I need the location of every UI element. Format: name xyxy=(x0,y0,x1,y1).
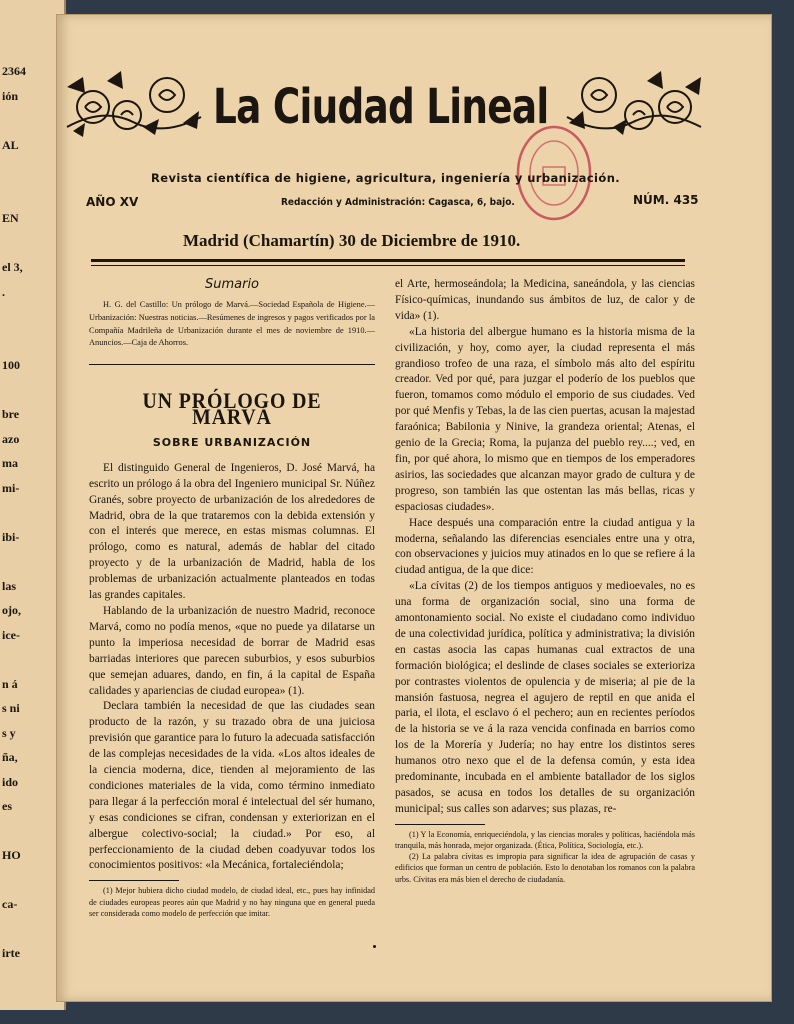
paragraph: Declara también la necesidad de que las ciudades sean producto de la razón, y su trazado obra de una juiciosa previsión que garantice para lo futuro la adecuada satisfacción de las complejas necesidades de la vida. «Los altos ideales de la ciencia moderna, dice, tienden al mejoramiento de las condiciones materiales de la vida, como término inmediato para llegar á la perfección moral é intelectual del sér humano, y esas condiciones se cifran, condensan y exteriorizan en el albergue colectivo-social; la ciudad.» Por eso, al perfeccionamiento de la ciudad deben coadyuvar todos los conocimientos positivos: «la Mecánica, fortaleciéndola; xyxy=(89,700,375,872)
prev-page-fragment: irte xyxy=(2,946,20,960)
prev-page-fragment: ión xyxy=(2,88,19,103)
sumario-heading: Sumario xyxy=(204,277,260,292)
prev-page-fragment: s ni xyxy=(2,701,20,715)
footnote: (2) La palabra cívitas es impropia para significar la idea de agrupación de casas y edificios que forman un centro de población. Esto lo denotaban los romanos con la palabra urbs. Cívitas era más bien el derecho de ciudadanía. xyxy=(395,852,695,884)
prev-page-fragment: ca- xyxy=(2,897,18,911)
prev-page-fragment: ma xyxy=(2,456,18,470)
prev-page-fragment: s y xyxy=(2,725,16,740)
prev-page-fragment: es xyxy=(2,799,12,813)
footnote: (1) Mejor hubiera dicho ciudad modelo, de ciudad ideal, etc., pues hay infinidad de ciudades europeas peores aún que Madrid y no hay ninguna que en general pueda ser considerada como modelo de perfección que imitar. xyxy=(89,886,375,918)
issue-number: NÚM. 435 xyxy=(633,193,699,207)
issue-date: Madrid (Chamartín) 30 de Diciembre de 1910. xyxy=(183,231,521,250)
sumario-divider xyxy=(89,364,375,365)
prev-page-fragment: bre xyxy=(2,407,20,421)
newspaper-page xyxy=(56,14,772,1002)
footnote: (1) Y la Economía, enriqueciéndola, y las ciencias morales y políticas, haciéndola más tranquila, más honrada, mejor organizada. (Ética, Política, Sociología, etc.). xyxy=(395,829,695,851)
prev-page-fragment: mi- xyxy=(2,480,20,495)
prev-page-fragment: azo xyxy=(2,431,20,446)
prev-page-fragment: n á xyxy=(2,676,18,691)
prev-page-fragment: ojo, xyxy=(2,603,21,617)
prev-page-fragment: HO xyxy=(2,848,21,862)
article-title: UN PRÓLOGO DE MARVÁ xyxy=(142,388,322,429)
prev-page-fragment: EN xyxy=(2,211,19,225)
prev-page-fragment: las xyxy=(2,578,17,593)
page-mark xyxy=(373,945,376,948)
paragraph: el Arte, hermoseándola; la Medicina, saneándola, y las ciencias Físico-químicas, inundando sus ámbitos de luz, de calor y de vida» (1). xyxy=(395,278,695,322)
paragraph: «La historia del albergue humano es la historia misma de la civilización, y hoy, como ayer, la ciudad representa el más grandioso trofeo de una raza, el símbolo más alto del espíritu creador. Ved por qué, para juzgar el poderío de los pueblos que fueron, tomamos como módulo el emporio de sus ciudades. Ved por qué Menfis y Tebas, la de las cien puertas, acusan la majestad faraónica; Babilonia y Ninive, la grandeza oriental; Atenas, el genio de la Grecia; Roma, la pujanza del pueblo rey....; ved, en fin, por qué ahora, lo mismo que en tiempos de los emperadores asirios, las sociedades que alcanzan mayor grado de cultura y de progreso, son también las que ostentan las más bellas, ricas y espaciosas ciudades». xyxy=(395,325,695,513)
prev-page-fragment: ña, xyxy=(2,750,18,764)
prev-page-fragment: AL xyxy=(2,137,19,152)
prev-page-fragment: 2364 xyxy=(2,64,26,78)
footnote-divider xyxy=(395,824,485,825)
prev-page-fragment: ibi- xyxy=(2,529,20,544)
column-right xyxy=(395,277,695,885)
rose-ornament-left-icon xyxy=(63,67,205,139)
prev-page-fragment: el 3, xyxy=(2,260,23,274)
prev-page-fragment: ido xyxy=(2,774,19,789)
prev-page-fragment: . xyxy=(2,284,5,299)
newspaper-title: La Ciudad Lineal xyxy=(213,79,549,135)
article-subtitle: SOBRE URBANIZACIÓN xyxy=(152,435,312,449)
prev-page-fragment: 100 xyxy=(2,358,20,372)
footnote-divider xyxy=(89,880,179,881)
header-rule xyxy=(91,259,685,262)
editorial-address: Redacción y Administración: Cagasca, 6, bajo. xyxy=(281,197,515,208)
prev-page-fragment: ice- xyxy=(2,627,20,642)
paragraph: Hablando de la urbanización de nuestro Madrid, reconoce Marvá, como no podía menos, «que no puede ya dilatarse un punto la imperiosa necesidad de borrar de Madrid esas barriadas interiores que parecen suburbios, y esos suburbios que semejan aduares, dando, en fin, á la capital de España calidades y apariencias de ciudad europea» (1). xyxy=(89,604,375,697)
masthead xyxy=(63,67,713,157)
header-rule-thin xyxy=(91,265,685,266)
newspaper-subtitle: Revista científica de higiene, agricultura, ingeniería y urbanización. xyxy=(151,171,621,185)
column-left xyxy=(89,277,375,919)
sumario-text: H. G. del Castillo: Un prólogo de Marvá.—Sociedad Española de Higiene.—Urbanización: Nuestras noticias.—Resúmenes de ingresos y pagos verificados por la Compañía Madrileña de Urbanización durante el mes de noviembre de 1910.—Anuncios.—Caja de Ahorros. xyxy=(89,299,375,348)
paragraph: El distinguido General de Ingenieros, D. José Marvá, ha escrito un prólogo á la obra del Ingeniero municipal Sr. Núñez Granés, sobre proyecto de urbanización de los alrededores de Madrid, obra de la que trataremos con la debida extensión y con el interés que merece, en estas mismas columnas. El prólogo, como es natural, además de hablar del citado proyecto y de la urbanización de Madrid, habla de los problemas de urbanización actualmente planteados en todas las grandes capitales. xyxy=(89,461,375,602)
paragraph: Hace después una comparación entre la ciudad antigua y la moderna, señalando las diferencias esenciales entre una y otra, con observaciones y juicios muy atinados en lo que se refiere á la ciudad antigua, de la que dice: xyxy=(395,516,695,577)
paragraph: «La cívitas (2) de los tiempos antiguos y medioevales, no es una forma de organización social, sino una forma de amontonamiento social. No existe el ciudadano como individuo de una colectividad jurídica, política y administrativa; la división en castas asocia las capas humanas cual extractos de una formación biológica; el deslinde de clases sociales se exterioriza por contrastes violentos de opulencia y de miseria; al pie de la mansión fastuosa, negrea el agujero de reptil en que anida el paria, el ilota, el esclavo ó el pechero; aun en recientes períodos de la historia se ve á la raza vencida confinada en barrios como los de la Morería y Judería; no hay entre los distintos seres humanos otro nexo que el de la defensa común, y esta idea predominante, incubada en el ambiente batallador de los siglos pasados, se acusa en todos los detalles de su organización municipal; sus calles son adarves; sus plazas, re- xyxy=(395,580,695,815)
year-label: AÑO XV xyxy=(86,195,139,209)
